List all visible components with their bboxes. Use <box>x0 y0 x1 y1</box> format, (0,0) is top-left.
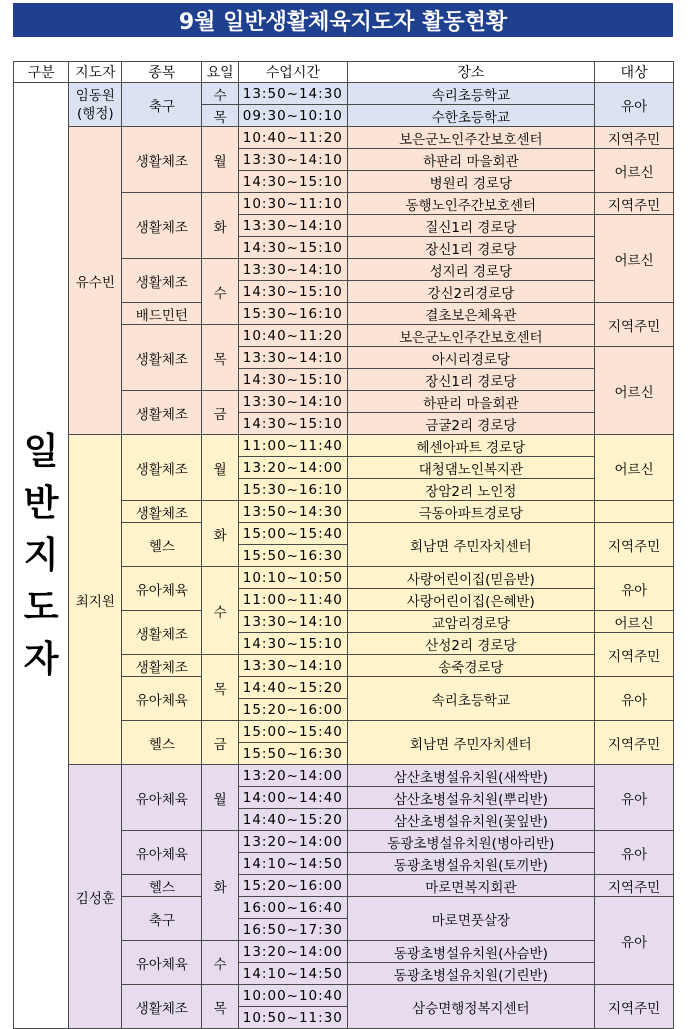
sport-cell: 배드민턴 <box>122 303 202 325</box>
table-row <box>14 435 674 457</box>
sport-cell: 생활체조 <box>122 391 202 435</box>
place-cell: 사랑어린이집(믿음반) <box>347 567 595 589</box>
place-cell: 결초보은체육관 <box>347 303 595 325</box>
time-cell: 14:10~14:50 <box>239 853 347 875</box>
place-cell: 장암2리 노인정 <box>347 479 595 501</box>
target-cell: 지역주민 <box>595 523 674 567</box>
time-cell: 14:30~15:10 <box>239 237 347 259</box>
target-cell: 지역주민 <box>595 303 674 347</box>
time-cell: 15:30~16:10 <box>239 303 347 325</box>
instructor-cell: 김성훈 <box>69 765 122 1029</box>
target-cell: 지역주민 <box>595 193 674 215</box>
place-cell: 병원리 경로당 <box>347 171 595 193</box>
place-cell: 산성2리 경로당 <box>347 633 595 655</box>
day-cell: 화 <box>202 193 239 259</box>
place-cell: 사랑어린이집(은혜반) <box>347 589 595 611</box>
place-cell: 동광초병설유치원(토끼반) <box>347 853 595 875</box>
sport-cell: 유아체육 <box>122 677 202 721</box>
place-cell: 헤센아파트 경로당 <box>347 435 595 457</box>
time-cell: 14:30~15:10 <box>239 413 347 435</box>
place-cell: 장신1리 경로당 <box>347 369 595 391</box>
table-row <box>14 83 674 105</box>
category-label: 일 반 지 도 자 <box>23 430 59 680</box>
header-day: 요일 <box>202 62 239 83</box>
target-cell: 유아 <box>595 897 674 985</box>
target-cell <box>595 501 674 523</box>
target-cell: 지역주민 <box>595 127 674 149</box>
header-target: 대상 <box>595 62 674 83</box>
place-cell: 속리초등학교 <box>347 83 595 105</box>
target-cell: 어르신 <box>595 149 674 193</box>
sport-cell: 생활체조 <box>122 325 202 391</box>
day-cell: 수 <box>202 83 239 105</box>
time-cell: 13:20~14:00 <box>239 831 347 853</box>
place-cell: 속리초등학교 <box>347 677 595 721</box>
place-cell: 하판리 마을회관 <box>347 149 595 171</box>
sport-cell: 생활체조 <box>122 611 202 655</box>
place-cell: 대청댐노인복지관 <box>347 457 595 479</box>
sport-cell: 헬스 <box>122 721 202 765</box>
place-cell: 마로면풋살장 <box>347 897 595 941</box>
time-cell: 16:00~16:40 <box>239 897 347 919</box>
time-cell: 13:20~14:00 <box>239 765 347 787</box>
place-cell: 삼산초병설유치원(새싹반) <box>347 765 595 787</box>
day-cell: 월 <box>202 435 239 501</box>
time-cell: 14:40~15:20 <box>239 809 347 831</box>
place-cell: 삼승면행정복지센터 <box>347 985 595 1029</box>
place-cell: 동행노인주간보호센터 <box>347 193 595 215</box>
time-cell: 15:20~16:00 <box>239 699 347 721</box>
time-cell: 10:40~11:20 <box>239 325 347 347</box>
place-cell: 동광초병설유치원(병아리반) <box>347 831 595 853</box>
place-cell: 삼산초병설유치원(뿌리반) <box>347 787 595 809</box>
header-time: 수업시간 <box>239 62 347 83</box>
place-cell: 동광초병설유치원(기린반) <box>347 963 595 985</box>
time-cell: 14:30~15:10 <box>239 171 347 193</box>
target-cell: 어르신 <box>595 435 674 501</box>
header-row <box>14 62 674 83</box>
sport-cell: 생활체조 <box>122 193 202 259</box>
sport-cell: 유아체육 <box>122 941 202 985</box>
place-cell: 보은군노인주간보호센터 <box>347 325 595 347</box>
target-cell: 지역주민 <box>595 985 674 1029</box>
page-title: 9월 일반생활체육지도자 활동현황 <box>13 3 673 37</box>
target-cell: 유아 <box>595 765 674 831</box>
time-cell: 15:00~15:40 <box>239 721 347 743</box>
day-cell: 금 <box>202 721 239 765</box>
sport-cell: 축구 <box>122 897 202 941</box>
target-cell: 어르신 <box>595 611 674 633</box>
place-cell: 교암리경로당 <box>347 611 595 633</box>
sport-cell: 유아체육 <box>122 831 202 875</box>
target-cell: 유아 <box>595 83 674 127</box>
instructor-cell: 최지원 <box>69 435 122 765</box>
time-cell: 13:30~14:10 <box>239 391 347 413</box>
time-cell: 15:20~16:00 <box>239 875 347 897</box>
target-cell: 유아 <box>595 677 674 721</box>
time-cell: 15:50~16:30 <box>239 545 347 567</box>
time-cell: 09:30~10:10 <box>239 105 347 127</box>
place-cell: 극동아파트경로당 <box>347 501 595 523</box>
target-cell: 유아 <box>595 831 674 875</box>
target-cell: 지역주민 <box>595 875 674 897</box>
sport-cell: 생활체조 <box>122 985 202 1029</box>
day-cell: 수 <box>202 567 239 655</box>
place-cell: 질신1리 경로당 <box>347 215 595 237</box>
sport-cell: 생활체조 <box>122 501 202 523</box>
place-cell: 장신1리 경로당 <box>347 237 595 259</box>
time-cell: 10:00~10:40 <box>239 985 347 1007</box>
target-cell: 지역주민 <box>595 633 674 677</box>
instructor-cell: 유수빈 <box>69 127 122 435</box>
time-cell: 14:30~15:10 <box>239 281 347 303</box>
header-sport: 종목 <box>122 62 202 83</box>
time-cell: 13:30~14:10 <box>239 215 347 237</box>
sport-cell: 유아체육 <box>122 765 202 831</box>
sport-cell: 축구 <box>122 83 202 127</box>
time-cell: 15:30~16:10 <box>239 479 347 501</box>
place-cell: 아시리경로당 <box>347 347 595 369</box>
day-cell: 월 <box>202 127 239 193</box>
place-cell: 삼산초병설유치원(꽃잎반) <box>347 809 595 831</box>
day-cell: 수 <box>202 941 239 985</box>
time-cell: 14:40~15:20 <box>239 677 347 699</box>
instructor-name: 임동원 (행정) <box>75 87 115 122</box>
day-cell: 목 <box>202 325 239 391</box>
time-cell: 14:10~14:50 <box>239 963 347 985</box>
target-cell: 어르신 <box>595 347 674 435</box>
time-cell: 13:30~14:10 <box>239 655 347 677</box>
place-cell: 회남면 주민자치센터 <box>347 523 595 567</box>
day-cell: 목 <box>202 105 239 127</box>
time-cell: 11:00~11:40 <box>239 435 347 457</box>
time-cell: 10:10~10:50 <box>239 567 347 589</box>
time-cell: 13:30~14:10 <box>239 611 347 633</box>
table-row <box>14 765 674 787</box>
place-cell: 금굴2리 경로당 <box>347 413 595 435</box>
time-cell: 15:50~16:30 <box>239 743 347 765</box>
sport-cell: 유아체육 <box>122 567 202 611</box>
day-cell: 월 <box>202 765 239 831</box>
place-cell: 회남면 주민자치센터 <box>347 721 595 765</box>
time-cell: 10:50~11:30 <box>239 1007 347 1029</box>
category-cell <box>14 83 69 1029</box>
place-cell: 마로면복지회관 <box>347 875 595 897</box>
day-cell: 수 <box>202 259 239 325</box>
day-cell: 화 <box>202 831 239 941</box>
instructor-cell <box>69 83 122 127</box>
day-cell: 화 <box>202 501 239 567</box>
target-cell: 유아 <box>595 567 674 611</box>
time-cell: 14:30~15:10 <box>239 369 347 391</box>
place-cell: 수한초등학교 <box>347 105 595 127</box>
sport-cell: 헬스 <box>122 875 202 897</box>
place-cell: 보은군노인주간보호센터 <box>347 127 595 149</box>
target-cell: 지역주민 <box>595 721 674 765</box>
place-cell: 강신2리경로당 <box>347 281 595 303</box>
time-cell: 13:50~14:30 <box>239 83 347 105</box>
place-cell: 송죽경로당 <box>347 655 595 677</box>
target-cell: 어르신 <box>595 215 674 303</box>
header-instructor: 지도자 <box>69 62 122 83</box>
day-cell: 목 <box>202 655 239 721</box>
sport-cell: 헬스 <box>122 523 202 567</box>
place-cell: 동광초병설유치원(사슴반) <box>347 941 595 963</box>
time-cell: 15:00~15:40 <box>239 523 347 545</box>
table-row <box>14 127 674 149</box>
time-cell: 13:50~14:30 <box>239 501 347 523</box>
sport-cell: 생활체조 <box>122 655 202 677</box>
time-cell: 13:20~14:00 <box>239 457 347 479</box>
time-cell: 13:30~14:10 <box>239 149 347 171</box>
time-cell: 10:30~11:10 <box>239 193 347 215</box>
day-cell: 금 <box>202 391 239 435</box>
header-category: 구분 <box>14 62 69 83</box>
time-cell: 16:50~17:30 <box>239 919 347 941</box>
time-cell: 13:20~14:00 <box>239 941 347 963</box>
place-cell: 성지리 경로당 <box>347 259 595 281</box>
time-cell: 13:30~14:10 <box>239 347 347 369</box>
time-cell: 11:00~11:40 <box>239 589 347 611</box>
sport-cell: 생활체조 <box>122 127 202 193</box>
activity-table <box>13 61 674 1029</box>
sport-cell: 생활체조 <box>122 259 202 303</box>
place-cell: 하판리 마을회관 <box>347 391 595 413</box>
day-cell: 목 <box>202 985 239 1029</box>
time-cell: 13:30~14:10 <box>239 259 347 281</box>
sport-cell: 생활체조 <box>122 435 202 501</box>
time-cell: 14:30~15:10 <box>239 633 347 655</box>
time-cell: 10:40~11:20 <box>239 127 347 149</box>
header-place: 장소 <box>347 62 595 83</box>
time-cell: 14:00~14:40 <box>239 787 347 809</box>
